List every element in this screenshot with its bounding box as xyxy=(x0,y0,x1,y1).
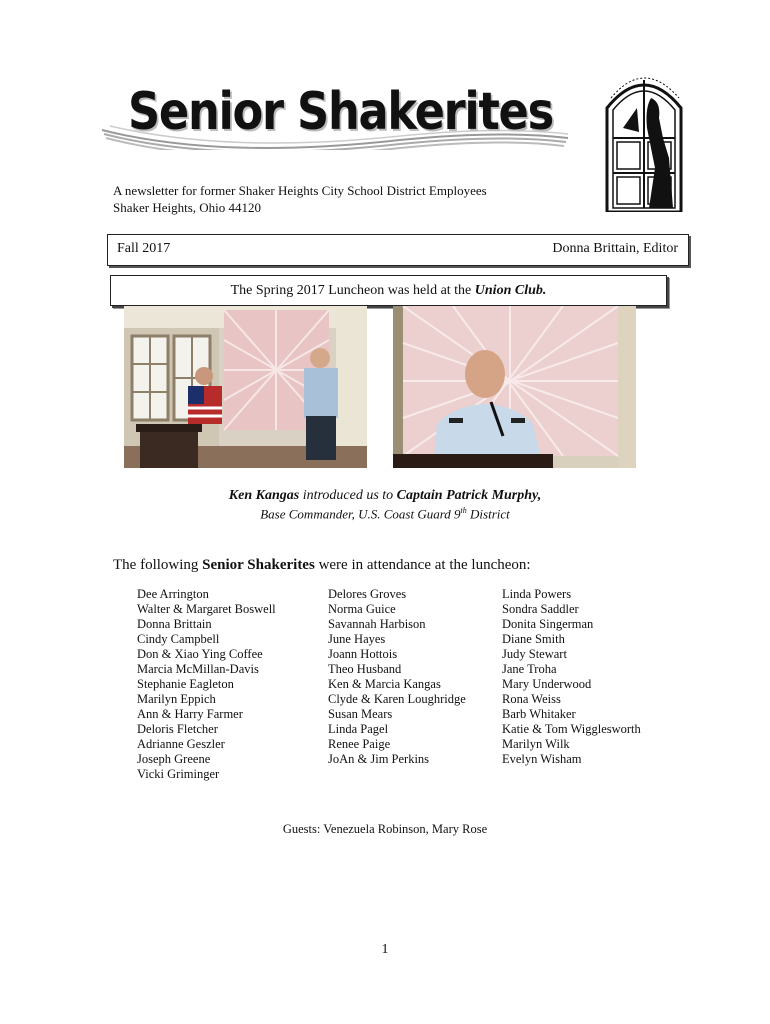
attendee-name: Walter & Margaret Boswell xyxy=(137,602,276,616)
attendee-name: Linda Powers xyxy=(502,587,572,601)
intro-before: The following xyxy=(113,557,203,573)
attendee-name: Delores Groves xyxy=(328,587,407,601)
attendee-name: Stephanie Eagleton xyxy=(137,677,234,691)
attendee-name: Norma Guice xyxy=(328,602,396,616)
attendee-name: June Hayes xyxy=(328,632,386,646)
attendee-name: Joann Hottois xyxy=(328,647,398,661)
attendee-column-1 xyxy=(137,587,276,782)
photo-caption xyxy=(0,488,770,504)
caption-line2-after: District xyxy=(466,506,510,522)
attendee-name: Don & Xiao Ying Coffee xyxy=(137,647,263,661)
attendee-name: Marilyn Eppich xyxy=(137,692,216,706)
attendee-name: Diane Smith xyxy=(502,632,565,646)
attendee-name: Donita Singerman xyxy=(502,617,594,631)
attendee-name: Linda Pagel xyxy=(328,722,389,736)
luncheon-photo-two-men-podium xyxy=(124,306,367,468)
caption-line2-sup: th xyxy=(460,506,467,515)
caption-line2-before: Base Commander, U.S. Coast Guard 9 xyxy=(260,506,461,522)
attendee-name: Deloris Fletcher xyxy=(137,722,218,736)
attendee-name: Jane Troha xyxy=(502,662,557,676)
page-number: 1 xyxy=(381,942,389,957)
headline-banner xyxy=(110,275,667,306)
subtitle-line-2: Shaker Heights, Ohio 44120 xyxy=(113,200,262,215)
attendee-name: Katie & Tom Wigglesworth xyxy=(502,722,641,736)
attendee-name: Rona Weiss xyxy=(502,692,561,706)
attendee-name: Judy Stewart xyxy=(502,647,567,661)
subtitle-line-1: A newsletter for former Shaker Heights City School District Employees xyxy=(113,183,487,198)
attendee-name: Marilyn Wilk xyxy=(502,737,570,751)
attendee-name: Savannah Harbison xyxy=(328,617,426,631)
intro-bold: Senior Shakerites xyxy=(202,557,315,573)
attendee-name: Dee Arrington xyxy=(137,587,209,601)
intro-after: were in attendance at the luncheon: xyxy=(314,557,531,573)
attendee-name: Theo Husband xyxy=(328,662,402,676)
attendee-name: Joseph Greene xyxy=(137,752,211,766)
photo-caption-line-2 xyxy=(0,506,770,522)
attendee-name: Cindy Campbell xyxy=(137,632,220,646)
attendee-name: Barb Whitaker xyxy=(502,707,576,721)
newsletter-title: Senior Shakerites xyxy=(128,82,553,142)
luncheon-photo-captain-speaking xyxy=(393,306,636,468)
caption-middle: introduced us to xyxy=(299,488,397,503)
attendee-name: Evelyn Wisham xyxy=(502,752,582,766)
attendance-intro xyxy=(113,557,531,574)
caption-name-2: Captain Patrick Murphy, xyxy=(396,488,542,503)
attendee-name: Mary Underwood xyxy=(502,677,592,691)
editor-name: Donna Brittain, Editor xyxy=(552,241,678,256)
attendee-column-3 xyxy=(502,587,641,767)
banner-text: The Spring 2017 Luncheon was held at the xyxy=(230,283,475,298)
attendee-name: Susan Mears xyxy=(328,707,393,721)
attendee-name: Sondra Saddler xyxy=(502,602,579,616)
school-district-logo-icon xyxy=(603,68,685,212)
attendee-name: Clyde & Karen Loughridge xyxy=(328,692,466,706)
issue-date: Fall 2017 xyxy=(117,241,171,256)
issue-info-box xyxy=(107,234,689,266)
attendee-name: Marcia McMillan-Davis xyxy=(137,662,259,676)
attendee-name: Vicki Griminger xyxy=(137,767,220,781)
newsletter-subtitle xyxy=(113,182,487,216)
attendee-name: JoAn & Jim Perkins xyxy=(328,752,430,766)
attendee-column-2 xyxy=(328,587,466,767)
banner-venue: Union Club. xyxy=(474,283,547,298)
attendee-name: Renee Paige xyxy=(328,737,391,751)
caption-name-1: Ken Kangas xyxy=(228,488,300,503)
attendee-name: Ann & Harry Farmer xyxy=(137,707,243,721)
attendee-name: Donna Brittain xyxy=(137,617,212,631)
attendee-name: Adrianne Geszler xyxy=(137,737,225,751)
masthead xyxy=(100,82,580,162)
guests-line: Guests: Venezuela Robinson, Mary Rose xyxy=(282,822,488,836)
attendee-name: Ken & Marcia Kangas xyxy=(328,677,441,691)
